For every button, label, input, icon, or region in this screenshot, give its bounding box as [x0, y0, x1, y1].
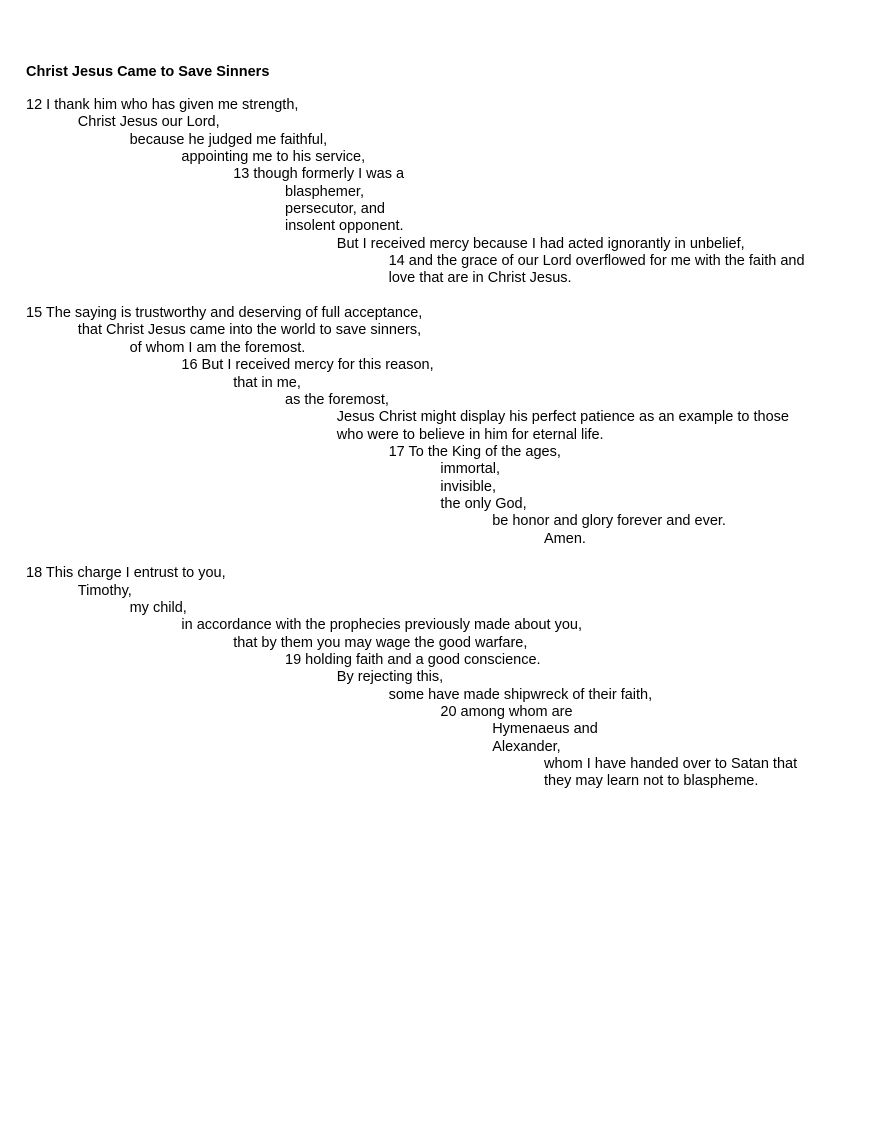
verse-section [26, 97, 805, 288]
verse-line: But I received mercy because I had acted ignorantly in unbelief, [336, 235, 745, 252]
verse-line: be honor and glory forever and ever. [492, 513, 726, 530]
verse-line: By rejecting this, [336, 669, 444, 686]
verse-line: 17 To the King of the ages, [388, 443, 561, 460]
verse-line: my child, [129, 599, 187, 616]
verse-line: invisible, [440, 478, 496, 495]
verse-line: Amen. [544, 530, 586, 547]
verse-line: 14 and the grace of our Lord overflowed for me with the faith and [388, 253, 805, 270]
verse-line: 15 The saying is trustworthy and deserving of full acceptance, [26, 305, 423, 322]
verse-line: 18 This charge I entrust to you, [26, 565, 226, 582]
verse-line: appointing me to his service, [181, 149, 366, 166]
verse-line: Christ Jesus our Lord, [77, 114, 220, 131]
verse-line: they may learn not to blaspheme. [544, 773, 759, 790]
verse-line: love that are in Christ Jesus. [388, 270, 572, 287]
verse-section [26, 305, 805, 548]
section-spacer [26, 288, 805, 305]
verse-line: that in me, [233, 374, 301, 391]
verse-section [26, 565, 805, 790]
page-title: Christ Jesus Came to Save Sinners [26, 64, 270, 80]
verse-line: immortal, [440, 461, 501, 478]
verse-line: persecutor, and [285, 201, 385, 218]
verse-line: because he judged me faithful, [129, 131, 328, 148]
verse-line: Hymenaeus and [492, 721, 598, 738]
verse-line: Jesus Christ might display his perfect patience as an example to those [336, 409, 789, 426]
verse-line: as the foremost, [285, 391, 389, 408]
verse-line: blasphemer, [285, 183, 364, 200]
verse-line: Alexander, [492, 738, 561, 755]
verse-line: 20 among whom are [440, 704, 573, 721]
verse-line: 19 holding faith and a good conscience. [285, 652, 541, 668]
verse-line: 12 I thank him who has given me strength, [26, 97, 299, 113]
verse-line: who were to believe in him for eternal life. [336, 426, 604, 443]
verse-line: that Christ Jesus came into the world to save sinners, [77, 322, 422, 339]
verse-line: 13 though formerly I was a [233, 166, 405, 183]
verse-line: the only God, [440, 495, 527, 512]
verse-line: Timothy, [77, 582, 132, 599]
passage [26, 97, 805, 791]
verse-line: insolent opponent. [285, 218, 404, 235]
section-spacer [26, 548, 805, 565]
verse-line: whom I have handed over to Satan that [544, 756, 798, 773]
verse-line: 16 But I received mercy for this reason, [181, 357, 434, 374]
verse-line: some have made shipwreck of their faith, [388, 686, 653, 703]
verse-line: in accordance with the prophecies previously made about you, [181, 617, 582, 634]
verse-line: that by them you may wage the good warfare, [233, 634, 528, 651]
verse-line: of whom I am the foremost. [129, 339, 306, 356]
